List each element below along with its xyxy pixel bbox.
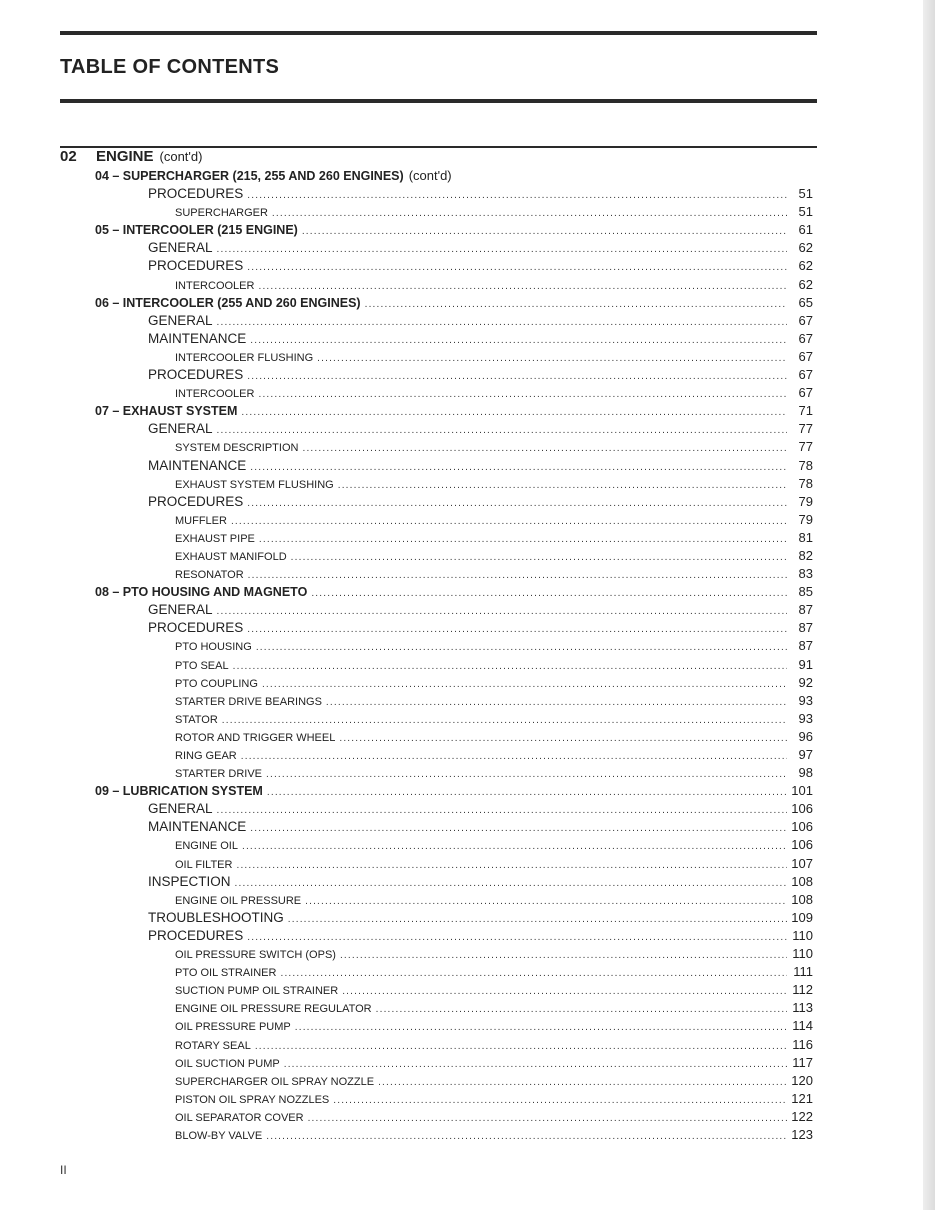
toc-entry-label <box>175 1021 291 1033</box>
toc-section-entry[interactable] <box>60 620 817 638</box>
toc-page-number: 106 <box>791 819 813 835</box>
toc-entry-label <box>95 168 452 183</box>
toc-entry-text: PTO OIL STRAINER <box>175 967 277 980</box>
toc-entry-text: SUPERCHARGER OIL SPRAY NOZZLE <box>175 1075 375 1088</box>
toc-entry-label <box>148 928 243 943</box>
toc-dot-leader <box>258 389 787 400</box>
toc-page-number: 67 <box>798 330 813 346</box>
toc-subsection-entry[interactable] <box>60 385 817 403</box>
title-underline-rule <box>60 99 817 103</box>
toc-entry-text: PISTON OIL SPRAY NOZZLES <box>175 1093 330 1106</box>
toc-entry-label <box>175 641 252 653</box>
toc-entry-text: PROCEDURES <box>148 186 244 202</box>
toc-entry-text: ENGINE OIL PRESSURE REGULATOR <box>175 1003 372 1016</box>
toc-entry-text: INTERCOOLER FLUSHING <box>175 351 314 364</box>
toc-entry-text: EXHAUST MANIFOLD <box>175 550 287 563</box>
toc-page-number: 78 <box>798 457 813 473</box>
toc-dot-leader <box>250 462 787 473</box>
toc-page-number: 81 <box>798 529 813 545</box>
toc-subsection-entry[interactable] <box>60 892 817 910</box>
toc-subsection-entry[interactable] <box>60 693 817 711</box>
toc-entry-text: PROCEDURES <box>148 927 244 943</box>
toc-entry-label <box>148 494 243 509</box>
toc-entry-text: 09 – LUBRICATION SYSTEM <box>95 784 263 799</box>
toc-section-entry[interactable] <box>60 331 817 349</box>
toc-entry-label <box>175 967 276 979</box>
toc-subsection-entry[interactable] <box>60 277 817 295</box>
toc-page-number: 62 <box>798 240 813 256</box>
toc-entry-text: ROTOR AND TRIGGER WHEEL <box>175 731 336 744</box>
toc-dot-leader <box>338 480 787 491</box>
toc-dot-leader <box>258 281 787 292</box>
toc-entry-text: BLOW-BY VALVE <box>175 1129 263 1142</box>
toc-page-number: 82 <box>798 547 813 563</box>
toc-section-entry[interactable] <box>60 910 817 928</box>
toc-entry-label <box>175 895 301 907</box>
toc-dot-leader <box>378 1077 787 1088</box>
toc-entry-text: INTERCOOLER <box>175 388 255 401</box>
toc-dot-leader <box>241 751 787 762</box>
toc-page-number: 91 <box>798 656 813 672</box>
toc-subsection-entry[interactable] <box>60 856 817 874</box>
toc-subsection-entry[interactable] <box>60 675 817 693</box>
toc-entry-text: RING GEAR <box>175 750 237 762</box>
toc-entry-text: OIL PRESSURE SWITCH (OPS) <box>175 949 336 962</box>
toc-entry-label <box>175 768 262 780</box>
toc-entry-label <box>148 458 246 473</box>
section-name: ENGINE <box>96 148 154 165</box>
toc-subsection-entry[interactable] <box>60 476 817 494</box>
toc-entry-label <box>175 569 244 581</box>
page-title: TABLE OF CONTENTS <box>60 56 280 78</box>
toc-entry-text: SYSTEM DESCRIPTION <box>175 442 299 455</box>
toc-page-number: 123 <box>791 1126 813 1142</box>
toc-dot-leader <box>308 1113 787 1124</box>
toc-dot-leader <box>266 769 787 780</box>
toc-dot-leader <box>247 190 787 201</box>
toc-dot-leader <box>233 661 787 672</box>
toc-dot-leader <box>342 986 787 997</box>
toc-dot-leader <box>311 588 787 599</box>
toc-page-number: 67 <box>798 348 813 364</box>
toc-subsection-entry[interactable] <box>60 349 817 367</box>
toc-page-number: 92 <box>798 674 813 690</box>
toc-page-number: 65 <box>798 294 813 310</box>
toc-subsection-entry[interactable] <box>60 1055 817 1073</box>
toc-dot-leader <box>241 407 787 418</box>
toc-dot-leader <box>222 715 787 726</box>
toc-entry-label <box>175 533 255 545</box>
toc-page-number: 93 <box>798 710 813 726</box>
toc-entry-text: PTO HOUSING <box>175 641 252 654</box>
toc-entry-text: MAINTENANCE <box>148 819 247 835</box>
toc-entry-text: PTO SEAL <box>175 659 229 672</box>
toc-subsection-entry[interactable] <box>60 548 817 566</box>
toc-entry-text: PROCEDURES <box>148 493 244 509</box>
toc-dot-leader <box>255 1041 787 1052</box>
toc-subsection-entry[interactable] <box>60 982 817 1000</box>
toc-dot-leader <box>291 552 787 563</box>
toc-page-number: 109 <box>791 909 813 925</box>
toc-subsection-entry[interactable] <box>60 747 817 765</box>
toc-entry-text: OIL FILTER <box>175 858 233 871</box>
toc-entry-text: ENGINE OIL PRESSURE <box>175 894 302 907</box>
toc-chapter-entry[interactable] <box>60 168 817 186</box>
toc-page-number: 110 <box>792 946 813 962</box>
toc-page-number: 51 <box>798 186 813 202</box>
section-suffix: (cont'd) <box>159 149 203 164</box>
toc-subsection-entry[interactable] <box>60 530 817 548</box>
toc-entry-label <box>175 840 238 852</box>
toc-entry-label <box>175 1130 262 1142</box>
toc-entry-text: ENGINE OIL <box>175 840 238 853</box>
toc-entry-text: OIL SEPARATOR COVER <box>175 1111 304 1124</box>
toc-page-number: 61 <box>798 222 813 238</box>
toc-dot-leader <box>217 425 787 436</box>
top-rule <box>60 31 817 35</box>
toc-entry-text: GENERAL <box>148 312 213 328</box>
toc-entry-text: SUCTION PUMP OIL STRAINER <box>175 985 339 998</box>
toc-entry-label <box>175 750 237 762</box>
toc-page-number: 110 <box>792 927 813 943</box>
section-number: 02 <box>60 148 77 165</box>
toc-subsection-entry[interactable] <box>60 566 817 584</box>
toc-dot-leader <box>340 950 787 961</box>
toc-chapter-entry[interactable] <box>60 584 817 602</box>
toc-chapter-entry[interactable] <box>60 403 817 421</box>
toc-entry-text: GENERAL <box>148 421 213 437</box>
toc-dot-leader <box>256 642 787 653</box>
toc-entry-text: PTO COUPLING <box>175 677 258 690</box>
toc-subsection-entry[interactable] <box>60 1037 817 1055</box>
toc-entry-text: 06 – INTERCOOLER (255 AND 260 ENGINES) <box>95 295 361 310</box>
toc-entry-text: MUFFLER <box>175 514 227 527</box>
toc-dot-leader <box>259 534 787 545</box>
toc-chapter-entry[interactable] <box>60 783 817 801</box>
toc-section-entry[interactable] <box>60 240 817 258</box>
toc-entry-label <box>175 1094 329 1106</box>
toc-subsection-entry[interactable] <box>60 1109 817 1127</box>
toc-entry-text: 05 – INTERCOOLER (215 ENGINE) <box>95 223 298 238</box>
toc-page-number: 121 <box>791 1090 813 1106</box>
toc-page-number: 78 <box>798 475 813 491</box>
toc-entry-label <box>175 985 338 997</box>
toc-entry-label <box>175 479 334 491</box>
toc-dot-leader <box>235 878 787 889</box>
toc-dot-leader <box>284 1059 787 1070</box>
toc-page-number: 98 <box>798 765 813 781</box>
toc-dot-leader <box>365 299 787 310</box>
toc-section-entry[interactable] <box>60 421 817 439</box>
toc-entry-label <box>148 874 231 889</box>
toc-section-entry[interactable] <box>60 874 817 892</box>
toc-page-number: 107 <box>791 855 813 871</box>
toc-page-number: 120 <box>791 1072 813 1088</box>
toc-entry-label <box>95 223 298 237</box>
toc-entry-label <box>175 207 268 219</box>
toc-page-number: 93 <box>798 692 813 708</box>
toc-entry-text: TROUBLESHOOTING <box>148 909 284 925</box>
toc-entry-label <box>175 949 336 961</box>
toc-dot-leader <box>250 335 787 346</box>
toc-entry-label <box>175 1003 372 1015</box>
toc-page-number: 112 <box>792 982 813 998</box>
toc-page-number: 113 <box>792 1000 813 1016</box>
toc-entry-text: PROCEDURES <box>148 258 244 274</box>
toc-entry-text: MAINTENANCE <box>148 457 247 473</box>
toc-subsection-entry[interactable] <box>60 638 817 656</box>
toc-subsection-entry[interactable] <box>60 512 817 530</box>
toc-entry-label <box>148 421 213 436</box>
toc-dot-leader <box>217 317 787 328</box>
toc-entry-text: EXHAUST SYSTEM FLUSHING <box>175 478 334 491</box>
toc-dot-leader <box>280 968 787 979</box>
toc-section-entry[interactable] <box>60 602 817 620</box>
toc-entry-text: OIL SUCTION PUMP <box>175 1057 280 1070</box>
toc-entry-label <box>175 442 298 454</box>
toc-dot-leader <box>247 932 787 943</box>
toc-page-number: 117 <box>792 1054 813 1070</box>
toc-page-number: 67 <box>798 367 813 383</box>
toc-subsection-entry[interactable] <box>60 964 817 982</box>
toc-entry-text: MAINTENANCE <box>148 330 247 346</box>
page-edge-shadow <box>923 0 935 1210</box>
toc-entry-label <box>148 313 213 328</box>
toc-section-entry[interactable] <box>60 494 817 512</box>
toc-page-number: 106 <box>791 837 813 853</box>
toc-entry-text: ROTARY SEAL <box>175 1039 251 1052</box>
toc-entry-text: EXHAUST PIPE <box>175 532 255 545</box>
toc-dot-leader <box>247 498 787 509</box>
toc-entry-text: GENERAL <box>148 801 213 817</box>
toc-dot-leader <box>247 262 787 273</box>
toc-page-number: 108 <box>791 891 813 907</box>
toc-section-entry[interactable] <box>60 928 817 946</box>
toc-subsection-entry[interactable] <box>60 711 817 729</box>
toc-subsection-entry[interactable] <box>60 1091 817 1109</box>
toc-dot-leader <box>250 823 787 834</box>
toc-entry-label <box>175 678 258 690</box>
toc-page-number: 116 <box>792 1036 813 1052</box>
toc-page-number: 85 <box>798 584 813 600</box>
toc-page-number: 79 <box>798 511 813 527</box>
toc-entry-text: PROCEDURES <box>148 367 244 383</box>
toc-subsection-entry[interactable] <box>60 1073 817 1091</box>
toc-entry-label <box>175 1058 280 1070</box>
toc-entry-label <box>175 714 218 726</box>
toc-entry-label <box>175 696 322 708</box>
toc-dot-leader <box>266 1131 787 1142</box>
toc-entry-label <box>95 784 263 798</box>
toc-entry-suffix: (cont'd) <box>408 168 452 183</box>
toc-entry-text: STATOR <box>175 713 218 726</box>
toc-entry-label <box>148 258 243 273</box>
toc-page-number: 87 <box>798 638 813 654</box>
toc-entry-label <box>175 660 229 672</box>
toc-entry-label <box>148 602 213 617</box>
toc-entry-label <box>95 404 237 418</box>
toc-page-number: 77 <box>798 421 813 437</box>
toc-entry-text: STARTER DRIVE BEARINGS <box>175 695 322 708</box>
toc-subsection-entry[interactable] <box>60 657 817 675</box>
toc-chapter-entry[interactable] <box>60 295 817 313</box>
toc-page-number: 111 <box>793 964 813 980</box>
toc-subsection-entry[interactable] <box>60 729 817 747</box>
toc-entry-label <box>95 296 361 310</box>
toc-dot-leader <box>247 624 787 635</box>
toc-subsection-entry[interactable] <box>60 1127 817 1145</box>
toc-subsection-entry[interactable] <box>60 1018 817 1036</box>
toc-dot-leader <box>267 787 787 798</box>
section-heading <box>60 148 202 168</box>
toc-dot-leader <box>305 896 787 907</box>
toc-entry-label <box>175 1112 304 1124</box>
toc-section-entry[interactable] <box>60 258 817 276</box>
toc-page-number: 67 <box>798 312 813 328</box>
toc-dot-leader <box>231 516 787 527</box>
toc-entry-label <box>95 585 307 599</box>
toc-entry-label <box>175 352 313 364</box>
toc-entry-label <box>175 732 335 744</box>
toc-page-number: 101 <box>791 783 813 799</box>
toc-page-number: 62 <box>798 276 813 292</box>
toc-entry-text: INTERCOOLER <box>175 279 255 292</box>
toc-page-number: 83 <box>798 566 813 582</box>
toc-section-entry[interactable] <box>60 186 817 204</box>
toc-entry-label <box>175 388 254 400</box>
toc-dot-leader <box>302 443 787 454</box>
toc-dot-leader <box>302 226 787 237</box>
toc-page-number: 51 <box>798 204 813 220</box>
toc-entry-label <box>148 819 246 834</box>
toc-dot-leader <box>326 697 787 708</box>
toc-entry-label <box>148 367 243 382</box>
toc-subsection-entry[interactable] <box>60 1000 817 1018</box>
toc-entry-label <box>175 280 254 292</box>
toc-entry-label <box>175 551 287 563</box>
toc-entry-label <box>175 515 227 527</box>
toc-entry-text: SUPERCHARGER <box>175 207 268 220</box>
toc-entry-label <box>148 910 284 925</box>
toc-page-number: 87 <box>798 602 813 618</box>
toc-page-number: 97 <box>798 747 813 762</box>
toc-dot-leader <box>339 733 787 744</box>
toc-dot-leader <box>217 805 787 816</box>
toc-page-number: 96 <box>798 728 813 744</box>
toc-dot-leader <box>295 1022 787 1033</box>
toc-subsection-entry[interactable] <box>60 946 817 964</box>
toc-entry-label <box>148 186 243 201</box>
toc-page-number: 77 <box>798 439 813 455</box>
toc-page-number: 71 <box>798 403 813 419</box>
toc-dot-leader <box>376 1004 787 1015</box>
toc-entry-label <box>148 331 246 346</box>
toc-dot-leader <box>236 860 787 871</box>
toc-entry-text: 07 – EXHAUST SYSTEM <box>95 404 238 419</box>
toc-dot-leader <box>247 371 787 382</box>
toc-entry-label <box>148 801 213 816</box>
toc-entry-label <box>175 859 232 871</box>
toc-dot-leader <box>262 679 787 690</box>
toc-chapter-entry[interactable] <box>60 222 817 240</box>
toc-subsection-entry[interactable] <box>60 765 817 783</box>
toc-entry-text: RESONATOR <box>175 569 244 582</box>
toc-page-number: 114 <box>792 1018 813 1034</box>
toc-dot-leader <box>317 353 787 364</box>
toc-entry-text: 04 – SUPERCHARGER (215, 255 AND 260 ENGINES) <box>95 169 404 183</box>
toc-section-entry[interactable] <box>60 367 817 385</box>
toc-entry-text: PROCEDURES <box>148 620 244 636</box>
toc-section-entry[interactable] <box>60 313 817 331</box>
toc-page-number: 67 <box>798 385 813 401</box>
toc-entry-text: INSPECTION <box>148 873 231 889</box>
toc-dot-leader <box>272 208 787 219</box>
toc-entry-text: STARTER DRIVE <box>175 768 262 781</box>
toc-page-number: 122 <box>791 1108 813 1124</box>
toc-dot-leader <box>248 570 787 581</box>
toc-entry-text: OIL PRESSURE PUMP <box>175 1021 291 1034</box>
toc-page-number: 79 <box>798 493 813 509</box>
toc-page-number: 62 <box>798 258 813 274</box>
toc-section-entry[interactable] <box>60 801 817 819</box>
toc-dot-leader <box>242 841 787 852</box>
toc-list <box>60 168 817 1145</box>
toc-page-number: 87 <box>798 620 813 636</box>
toc-entry-label <box>175 1076 374 1088</box>
toc-subsection-entry[interactable] <box>60 837 817 855</box>
toc-dot-leader <box>288 914 787 925</box>
toc-dot-leader <box>217 244 787 255</box>
toc-dot-leader <box>333 1095 787 1106</box>
toc-entry-label <box>148 620 243 635</box>
toc-entry-label <box>175 1040 251 1052</box>
toc-section-entry[interactable] <box>60 458 817 476</box>
toc-entry-text: GENERAL <box>148 602 213 618</box>
toc-section-entry[interactable] <box>60 819 817 837</box>
toc-entry-label <box>148 240 213 255</box>
toc-subsection-entry[interactable] <box>60 204 817 222</box>
toc-subsection-entry[interactable] <box>60 439 817 457</box>
footer-page-number: II <box>60 1163 67 1177</box>
toc-page-number: 106 <box>791 801 813 817</box>
toc-entry-text: GENERAL <box>148 240 213 256</box>
toc-entry-text: 08 – PTO HOUSING AND MAGNETO <box>95 585 308 600</box>
toc-page-number: 108 <box>791 873 813 889</box>
toc-dot-leader <box>217 606 787 617</box>
